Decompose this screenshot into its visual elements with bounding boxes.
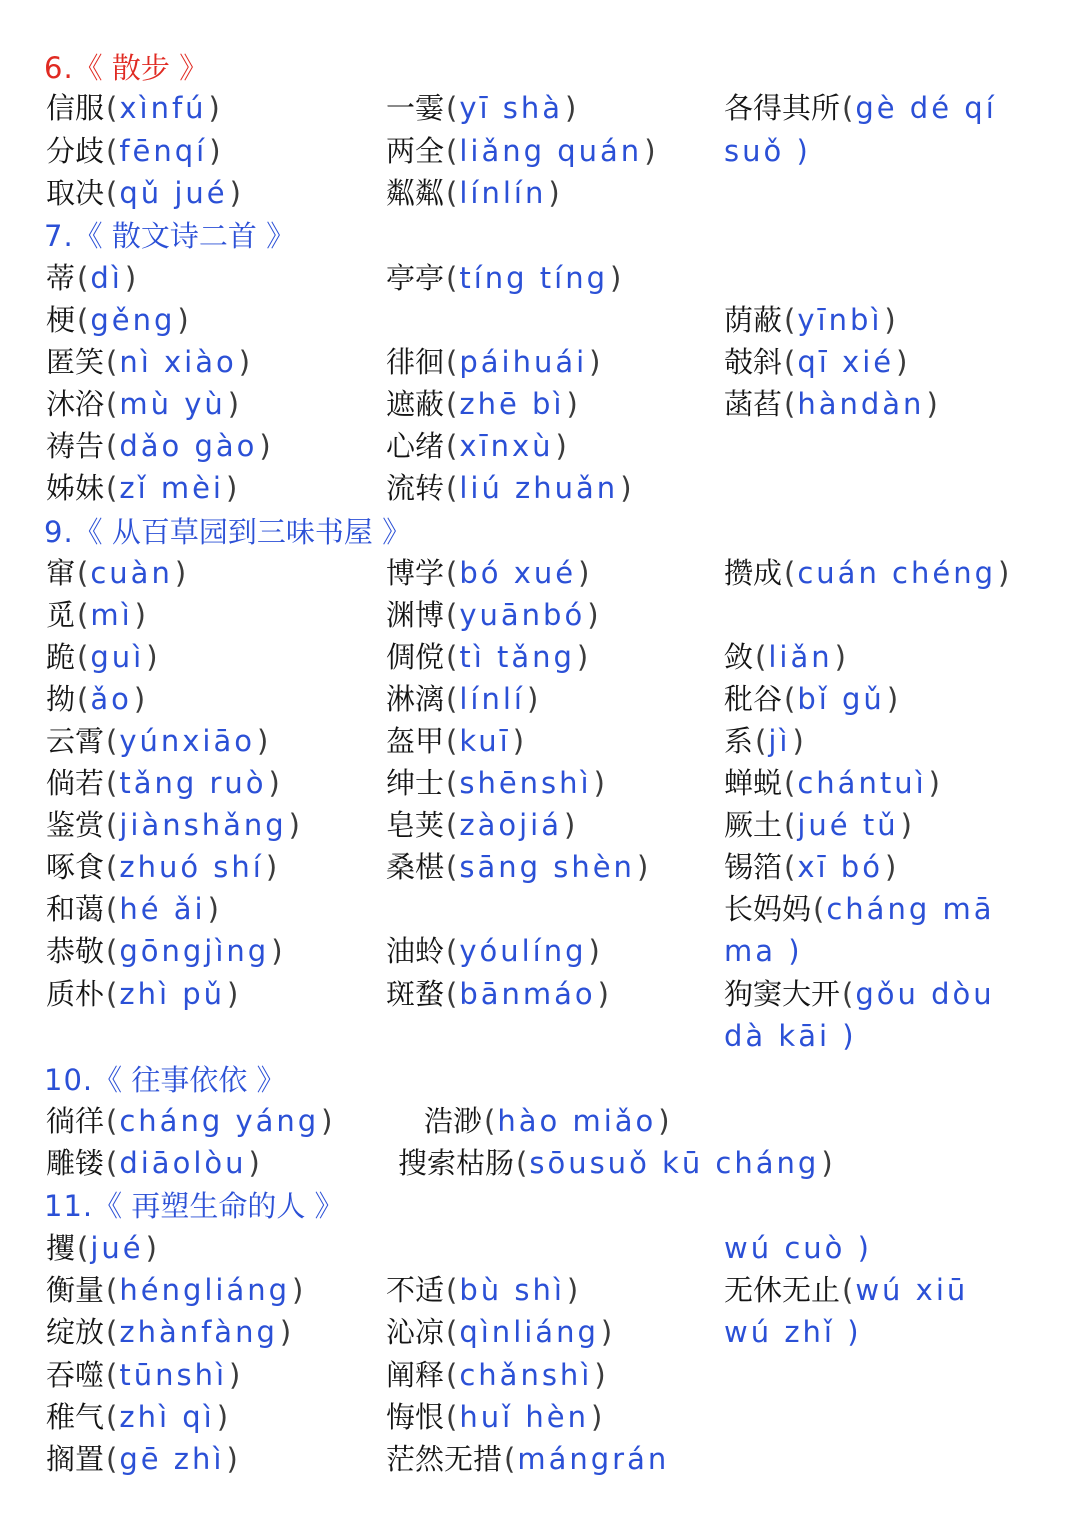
word-entry: 盔甲(kuī) <box>386 724 525 758</box>
word-entry: 绅士(shēnshì) <box>386 766 605 800</box>
word-entry: 斑蝥(bānmáo) <box>386 977 609 1011</box>
word-entry: 啄食(zhuó shí) <box>46 850 278 884</box>
word-entry: 一霎(yī shà) <box>386 91 577 125</box>
word-entry: 心绪(xīnxù) <box>386 429 567 463</box>
word-entry: 亭亭(tíng tíng) <box>386 261 622 295</box>
word-entry: 遮蔽(zhē bì) <box>386 387 578 421</box>
word-entry: 徘徊(páihuái) <box>386 345 601 379</box>
section-heading-9: 9.《 从百草园到三味书屋 》 <box>44 515 412 549</box>
word-entry: 匿笑(nì xiào) <box>46 345 251 379</box>
word-entry: 菡萏(hàndàn) <box>724 387 938 421</box>
word-entry: 沐浴(mù yù) <box>46 387 240 421</box>
word-entry: 攲斜(qī xié) <box>724 345 908 379</box>
word-entry: 稚气(zhì qì) <box>46 1400 229 1434</box>
word-entry: 粼粼(línlín) <box>386 176 560 210</box>
word-entry: 质朴(zhì pǔ) <box>46 977 239 1011</box>
word-entry: 姊妹(zǐ mèi) <box>46 471 238 505</box>
word-entry: 浩渺(hào miǎo) <box>424 1104 670 1138</box>
word-entry: 博学(bó xué) <box>386 556 590 590</box>
word-entry: 跪(guì) <box>46 640 158 674</box>
word-entry: 悔恨(huǐ hèn) <box>386 1400 603 1434</box>
word-entry: 倘若(tǎng ruò) <box>46 766 280 800</box>
word-entry: 两全(liǎng quán) <box>386 134 656 168</box>
word-entry: 攒成(cuán chéng) <box>724 556 1010 590</box>
pinyin-continuation: wú zhǐ ) <box>724 1315 862 1349</box>
word-entry: 恭敬(gōngjìng) <box>46 934 283 968</box>
section-heading-6: 6.《 散步 》 <box>44 51 209 85</box>
word-entry: 油蛉(yóulíng) <box>386 934 600 968</box>
word-entry: 倜傥(tì tǎng) <box>386 640 589 674</box>
word-entry: 搜索枯肠(sōusuǒ kū cháng) <box>398 1146 833 1180</box>
word-entry: 不适(bù shì) <box>386 1273 579 1307</box>
word-entry: 锡箔(xī bó) <box>724 850 897 884</box>
word-entry: 敛(liǎn) <box>724 640 846 674</box>
word-entry: 窜(cuàn) <box>46 556 187 590</box>
word-entry: 流转(liú zhuǎn) <box>386 471 632 505</box>
word-entry: 淋漓(línlí) <box>386 682 539 716</box>
word-entry: 吞噬(tūnshì) <box>46 1358 241 1392</box>
word-entry: 鉴赏(jiànshǎng) <box>46 808 300 842</box>
word-entry: 各得其所(gè dé qí <box>724 91 997 125</box>
word-entry: 系(jì) <box>724 724 804 758</box>
word-entry: 拗(ǎo) <box>46 682 146 716</box>
word-entry: 桑椹(sāng shèn) <box>386 850 649 884</box>
pinyin-continuation: ma ) <box>724 934 803 968</box>
word-entry: 荫蔽(yīnbì) <box>724 303 896 337</box>
word-entry: 秕谷(bǐ gǔ) <box>724 682 899 716</box>
word-entry: 信服(xìnfú) <box>46 91 220 125</box>
word-entry: 和蔼(hé ǎi) <box>46 892 219 926</box>
word-entry: 攫(jué) <box>46 1231 157 1265</box>
section-heading-10: 10.《 往事依依 》 <box>44 1063 286 1097</box>
word-entry: 皂荚(zàojiá) <box>386 808 576 842</box>
word-entry: 长妈妈(cháng mā <box>724 892 995 926</box>
word-entry: 觅(mì) <box>46 598 146 632</box>
word-entry: 无休无止(wú xiū <box>724 1273 969 1307</box>
word-entry: 云霄(yúnxiāo) <box>46 724 269 758</box>
word-entry: 茫然无措(mángrán <box>386 1442 670 1476</box>
word-entry: 梗(gěng) <box>46 303 189 337</box>
section-heading-11: 11.《 再塑生命的人 》 <box>44 1189 344 1223</box>
word-entry: 阐释(chǎnshì) <box>386 1358 606 1392</box>
word-entry: 沁凉(qìnliáng) <box>386 1315 613 1349</box>
word-entry: 搁置(gē zhì) <box>46 1442 238 1476</box>
word-entry: 雕镂(diāolòu) <box>46 1146 260 1180</box>
word-entry: 狗窦大开(gǒu dòu <box>724 977 995 1011</box>
word-entry: 取决(qǔ jué) <box>46 176 241 210</box>
pinyin-continuation: dà kāi ) <box>724 1019 857 1053</box>
word-entry: 蝉蜕(chántuì) <box>724 766 940 800</box>
word-entry: 衡量(héngliáng) <box>46 1273 304 1307</box>
section-heading-7: 7.《 散文诗二首 》 <box>44 219 296 253</box>
word-entry: 蒂(dì) <box>46 261 137 295</box>
pinyin-continuation: wú cuò ) <box>724 1231 872 1265</box>
word-entry: 厥土(jué tǔ) <box>724 808 912 842</box>
word-entry: 分歧(fēnqí) <box>46 134 221 168</box>
word-entry: 渊博(yuānbó) <box>386 598 599 632</box>
word-entry: 徜徉(cháng yáng) <box>46 1104 333 1138</box>
pinyin-continuation: suǒ ) <box>724 134 811 168</box>
word-entry: 祷告(dǎo gào) <box>46 429 271 463</box>
word-entry: 绽放(zhànfàng) <box>46 1315 292 1349</box>
